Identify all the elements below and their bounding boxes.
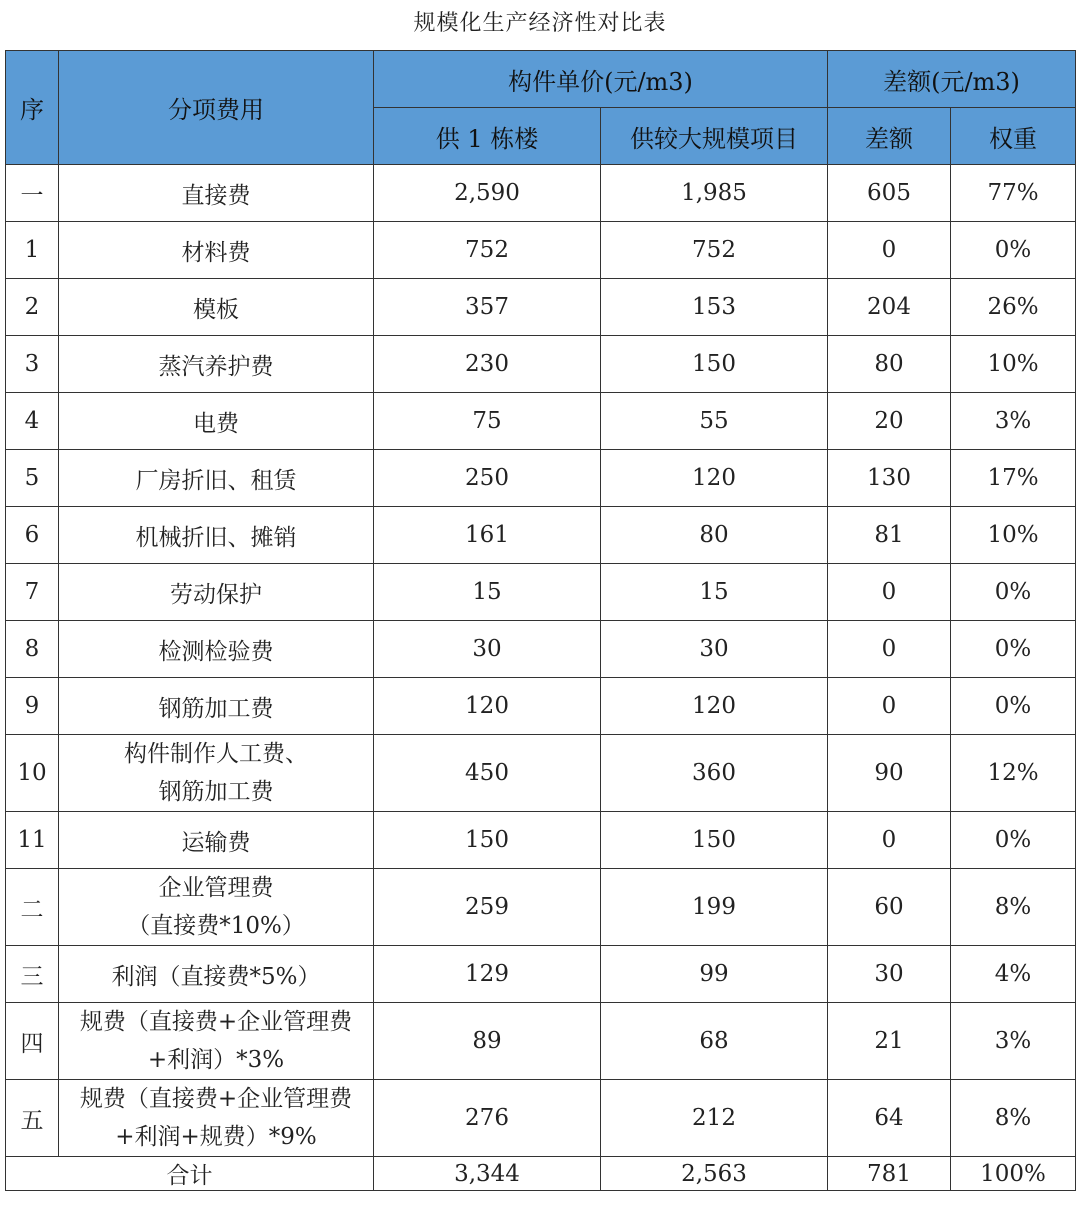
row-seq: 4 bbox=[6, 393, 59, 450]
row-large-project-price: 30 bbox=[601, 621, 828, 678]
row-item-line: 运输费 bbox=[181, 829, 251, 856]
row-item bbox=[59, 564, 374, 621]
row-item bbox=[59, 678, 374, 735]
row-weight: 0% bbox=[951, 564, 1076, 621]
row-seq: 5 bbox=[6, 450, 59, 507]
row-large-project-price: 150 bbox=[601, 812, 828, 869]
row-single-building-price: 15 bbox=[374, 564, 601, 621]
total-row bbox=[6, 1157, 1076, 1191]
row-large-project-price: 99 bbox=[601, 946, 828, 1003]
row-seq: 1 bbox=[6, 222, 59, 279]
row-single-building-price: 450 bbox=[374, 735, 601, 812]
row-item-line: 直接费 bbox=[181, 182, 251, 209]
row-diff: 605 bbox=[828, 165, 951, 222]
row-item bbox=[59, 279, 374, 336]
header-weight: 权重 bbox=[951, 108, 1076, 165]
row-item-line: 材料费 bbox=[181, 239, 251, 266]
row-item-line: 厂房折旧、租赁 bbox=[135, 467, 297, 494]
row-diff: 0 bbox=[828, 678, 951, 735]
row-diff: 20 bbox=[828, 393, 951, 450]
row-item bbox=[59, 869, 374, 946]
row-large-project-price: 150 bbox=[601, 336, 828, 393]
total-weight: 100% bbox=[951, 1157, 1076, 1191]
header-diff: 差额 bbox=[828, 108, 951, 165]
row-item bbox=[59, 1003, 374, 1080]
table-row bbox=[6, 1003, 1076, 1080]
row-item-line: 构件制作人工费、 bbox=[124, 741, 308, 767]
row-item-line: （直接费*10%） bbox=[127, 913, 305, 939]
row-item bbox=[59, 336, 374, 393]
row-large-project-price: 80 bbox=[601, 507, 828, 564]
row-seq: 四 bbox=[6, 1003, 59, 1080]
total-label: 合计 bbox=[6, 1157, 374, 1191]
row-item-line: 利润（直接费*5%） bbox=[111, 963, 321, 990]
row-weight: 0% bbox=[951, 222, 1076, 279]
row-single-building-price: 2,590 bbox=[374, 165, 601, 222]
row-seq: 三 bbox=[6, 946, 59, 1003]
header-single-building: 供 1 栋楼 bbox=[374, 108, 601, 165]
row-seq: 10 bbox=[6, 735, 59, 812]
row-diff: 204 bbox=[828, 279, 951, 336]
row-diff: 30 bbox=[828, 946, 951, 1003]
row-single-building-price: 30 bbox=[374, 621, 601, 678]
row-item-line: 规费（直接费+企业管理费 bbox=[79, 1009, 353, 1035]
row-diff: 21 bbox=[828, 1003, 951, 1080]
row-weight: 0% bbox=[951, 678, 1076, 735]
row-item bbox=[59, 165, 374, 222]
table-row bbox=[6, 946, 1076, 1003]
table-row bbox=[6, 450, 1076, 507]
row-diff: 80 bbox=[828, 336, 951, 393]
total-large: 2,563 bbox=[601, 1157, 828, 1191]
row-large-project-price: 120 bbox=[601, 678, 828, 735]
row-single-building-price: 161 bbox=[374, 507, 601, 564]
row-single-building-price: 259 bbox=[374, 869, 601, 946]
row-single-building-price: 752 bbox=[374, 222, 601, 279]
row-weight: 3% bbox=[951, 393, 1076, 450]
row-diff: 130 bbox=[828, 450, 951, 507]
row-item bbox=[59, 222, 374, 279]
row-diff: 90 bbox=[828, 735, 951, 812]
header-diff-group: 差额(元/m3) bbox=[828, 51, 1076, 108]
comparison-table bbox=[5, 50, 1076, 1191]
row-diff: 0 bbox=[828, 564, 951, 621]
row-weight: 8% bbox=[951, 1080, 1076, 1157]
row-single-building-price: 129 bbox=[374, 946, 601, 1003]
row-seq: 9 bbox=[6, 678, 59, 735]
row-large-project-price: 360 bbox=[601, 735, 828, 812]
row-weight: 3% bbox=[951, 1003, 1076, 1080]
header-seq: 序 bbox=[6, 51, 59, 165]
table-header bbox=[6, 51, 1076, 165]
row-item bbox=[59, 507, 374, 564]
table-row bbox=[6, 735, 1076, 812]
row-item bbox=[59, 735, 374, 812]
row-large-project-price: 55 bbox=[601, 393, 828, 450]
table-row bbox=[6, 1080, 1076, 1157]
row-item bbox=[59, 393, 374, 450]
row-weight: 8% bbox=[951, 869, 1076, 946]
row-item-line: 机械折旧、摊销 bbox=[135, 524, 297, 551]
row-seq: 11 bbox=[6, 812, 59, 869]
row-single-building-price: 120 bbox=[374, 678, 601, 735]
row-single-building-price: 276 bbox=[374, 1080, 601, 1157]
row-item bbox=[59, 450, 374, 507]
row-single-building-price: 75 bbox=[374, 393, 601, 450]
row-single-building-price: 357 bbox=[374, 279, 601, 336]
row-item bbox=[59, 621, 374, 678]
row-large-project-price: 752 bbox=[601, 222, 828, 279]
row-seq: 8 bbox=[6, 621, 59, 678]
row-diff: 0 bbox=[828, 621, 951, 678]
table-row bbox=[6, 165, 1076, 222]
row-item-line: +利润+规费）*9% bbox=[115, 1124, 317, 1150]
row-diff: 0 bbox=[828, 222, 951, 279]
row-item-line: 钢筋加工费 bbox=[158, 695, 274, 722]
row-item bbox=[59, 812, 374, 869]
row-seq: 二 bbox=[6, 869, 59, 946]
table-row bbox=[6, 678, 1076, 735]
row-seq: 2 bbox=[6, 279, 59, 336]
row-seq: 3 bbox=[6, 336, 59, 393]
row-weight: 12% bbox=[951, 735, 1076, 812]
row-diff: 81 bbox=[828, 507, 951, 564]
row-large-project-price: 68 bbox=[601, 1003, 828, 1080]
row-item bbox=[59, 946, 374, 1003]
table-row bbox=[6, 336, 1076, 393]
row-seq: 7 bbox=[6, 564, 59, 621]
table-title: 规模化生产经济性对比表 bbox=[413, 11, 667, 36]
row-item-line: 规费（直接费+企业管理费 bbox=[79, 1086, 353, 1112]
row-seq: 6 bbox=[6, 507, 59, 564]
row-large-project-price: 153 bbox=[601, 279, 828, 336]
header-item: 分项费用 bbox=[59, 51, 374, 165]
row-item-line: 企业管理费 bbox=[158, 875, 274, 901]
header-large-project: 供较大规模项目 bbox=[601, 108, 828, 165]
row-weight: 10% bbox=[951, 336, 1076, 393]
header-unit-price-group: 构件单价(元/m3) bbox=[374, 51, 828, 108]
row-item-line: 劳动保护 bbox=[170, 581, 262, 608]
row-item-line: 检测检验费 bbox=[158, 638, 274, 665]
table-row bbox=[6, 222, 1076, 279]
row-diff: 0 bbox=[828, 812, 951, 869]
table-row bbox=[6, 279, 1076, 336]
total-single: 3,344 bbox=[374, 1157, 601, 1191]
row-single-building-price: 250 bbox=[374, 450, 601, 507]
row-item-line: +利润）*3% bbox=[147, 1047, 285, 1073]
row-single-building-price: 89 bbox=[374, 1003, 601, 1080]
row-weight: 0% bbox=[951, 812, 1076, 869]
row-single-building-price: 230 bbox=[374, 336, 601, 393]
row-weight: 17% bbox=[951, 450, 1076, 507]
row-large-project-price: 15 bbox=[601, 564, 828, 621]
table-row bbox=[6, 393, 1076, 450]
row-diff: 64 bbox=[828, 1080, 951, 1157]
row-weight: 4% bbox=[951, 946, 1076, 1003]
row-item-line: 模板 bbox=[193, 296, 239, 323]
row-item-line: 钢筋加工费 bbox=[158, 779, 274, 805]
row-large-project-price: 120 bbox=[601, 450, 828, 507]
table-row bbox=[6, 812, 1076, 869]
row-weight: 77% bbox=[951, 165, 1076, 222]
table-row bbox=[6, 621, 1076, 678]
row-item-line: 蒸汽养护费 bbox=[158, 353, 274, 380]
row-single-building-price: 150 bbox=[374, 812, 601, 869]
row-large-project-price: 199 bbox=[601, 869, 828, 946]
row-weight: 0% bbox=[951, 621, 1076, 678]
row-diff: 60 bbox=[828, 869, 951, 946]
table-row bbox=[6, 507, 1076, 564]
row-weight: 26% bbox=[951, 279, 1076, 336]
row-item bbox=[59, 1080, 374, 1157]
table-row bbox=[6, 869, 1076, 946]
row-seq: 五 bbox=[6, 1080, 59, 1157]
row-large-project-price: 1,985 bbox=[601, 165, 828, 222]
table-row bbox=[6, 564, 1076, 621]
row-seq: 一 bbox=[6, 165, 59, 222]
row-item-line: 电费 bbox=[193, 410, 239, 437]
table-body bbox=[6, 165, 1076, 1157]
row-weight: 10% bbox=[951, 507, 1076, 564]
row-large-project-price: 212 bbox=[601, 1080, 828, 1157]
total-diff: 781 bbox=[828, 1157, 951, 1191]
